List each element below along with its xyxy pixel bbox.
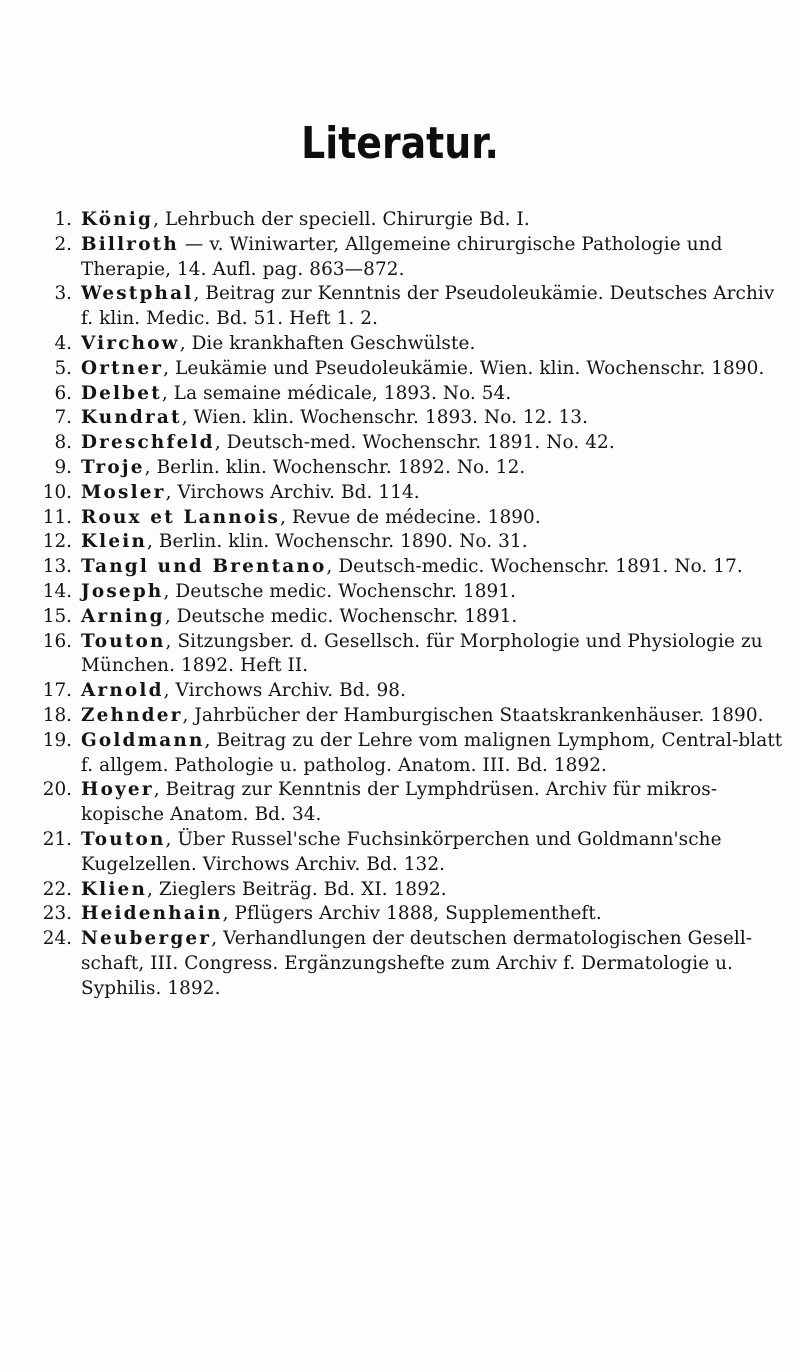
reference-author: König xyxy=(81,209,154,230)
reference-author: Zehnder xyxy=(81,704,183,726)
reference-text: , Leukämie und Pseudoleukämie. Wien. klin. Wochenschr. 1890. xyxy=(163,357,765,379)
reference-item xyxy=(38,481,783,506)
reference-text: , Virchows Archiv. Bd. 114. xyxy=(165,481,420,503)
reference-author: Virchow xyxy=(81,332,180,354)
reference-number: 6. xyxy=(54,382,72,404)
reference-item xyxy=(38,902,783,927)
reference-text: , Revue de médecine. 1890. xyxy=(280,506,541,528)
reference-number: 4. xyxy=(54,332,72,354)
reference-item xyxy=(38,828,783,878)
reference-text: , Lehrbuch der speciell. Chirurgie Bd. I. xyxy=(153,209,530,230)
reference-text: , Sitzungsber. d. Gesellsch. für Morphologie und Physiologie zu München. 1892. Heft II. xyxy=(81,630,763,677)
reference-text: , Beitrag zur Kenntnis der Pseudoleukämie. Deutsches Archiv f. klin. Medic. Bd. 51. Heft 1. 2. xyxy=(81,283,775,330)
reference-text: , Zieglers Beiträg. Bd. XI. 1892. xyxy=(147,878,447,900)
page-title: Literatur. xyxy=(301,118,499,169)
reference-item xyxy=(38,580,783,605)
reference-number: 23. xyxy=(42,903,72,925)
reference-item xyxy=(38,456,783,481)
reference-author: Ortner xyxy=(81,357,164,379)
reference-item xyxy=(38,704,783,729)
reference-author: Heidenhain xyxy=(81,903,223,925)
reference-item xyxy=(38,382,783,407)
reference-item xyxy=(38,406,783,431)
reference-item xyxy=(38,927,783,1001)
reference-item xyxy=(38,431,783,456)
reference-text: , Deutsch-medic. Wochenschr. 1891. No. 17. xyxy=(326,556,743,578)
reference-item xyxy=(38,630,783,680)
reference-number: 5. xyxy=(54,357,72,379)
reference-item xyxy=(38,506,783,531)
reference-text: , Verhandlungen der deutschen dermatologischen Gesell-schaft, III. Congress. Ergänzungshefte zum Archiv f. Dermatologie u. Syphilis. 1892. xyxy=(81,928,753,999)
reference-number: 1. xyxy=(54,209,72,230)
reference-text: , Über Russel'sche Fuchsinkörperchen und Goldmann'sche Kugelzellen. Virchows Archiv. Bd. 132. xyxy=(81,828,722,875)
reference-author: Dreschfeld xyxy=(81,432,215,454)
reference-author: Arnold xyxy=(81,680,164,702)
reference-number: 24. xyxy=(42,928,72,950)
reference-text: , Wien. klin. Wochenschr. 1893. No. 12. 13. xyxy=(181,407,589,429)
reference-author: Mosler xyxy=(81,481,166,503)
reference-text: , Berlin. klin. Wochenschr. 1890. No. 31. xyxy=(147,531,528,553)
reference-text: , Berlin. klin. Wochenschr. 1892. No. 12. xyxy=(144,456,526,478)
reference-author: Goldmann xyxy=(81,729,205,751)
reference-number: 7. xyxy=(54,407,72,429)
reference-number: 14. xyxy=(42,580,72,602)
reference-number: 8. xyxy=(54,432,72,454)
reference-number: 18. xyxy=(42,704,72,726)
reference-item xyxy=(38,555,783,580)
reference-item xyxy=(38,208,783,233)
reference-item xyxy=(38,530,783,555)
reference-text: , Virchows Archiv. Bd. 98. xyxy=(163,680,407,702)
reference-author: Billroth xyxy=(81,233,179,255)
reference-number: 21. xyxy=(42,828,72,850)
reference-number: 19. xyxy=(42,729,72,751)
reference-author: Touton xyxy=(81,828,166,850)
reference-text: , Deutsch-med. Wochenschr. 1891. No. 42. xyxy=(214,432,615,454)
reference-text: — v. Winiwarter, Allgemeine chirurgische Pathologie und Therapie, 14. Aufl. pag. 863—872. xyxy=(81,233,723,280)
reference-number: 15. xyxy=(42,605,72,627)
reference-item xyxy=(38,605,783,630)
reference-number: 12. xyxy=(42,531,72,553)
reference-number: 11. xyxy=(42,506,72,528)
reference-text: , Pflügers Archiv 1888, Supplementheft. xyxy=(222,903,602,925)
reference-item xyxy=(38,679,783,704)
reference-item xyxy=(38,233,783,283)
reference-text: , Die krankhaften Geschwülste. xyxy=(179,332,476,354)
reference-list xyxy=(38,208,783,1002)
reference-item xyxy=(38,778,783,828)
reference-item xyxy=(38,332,783,357)
reference-author: Delbet xyxy=(81,382,162,404)
reference-number: 20. xyxy=(42,779,72,801)
reference-author: Klein xyxy=(81,531,148,553)
reference-item xyxy=(38,282,783,332)
reference-number: 17. xyxy=(42,680,72,702)
reference-number: 9. xyxy=(54,456,72,478)
reference-text: , Beitrag zu der Lehre vom malignen Lymphom, Central-blatt f. allgem. Pathologie u. patholog. Anatom. III. Bd. 1892. xyxy=(81,729,783,776)
reference-author: Klien xyxy=(81,878,148,900)
reference-author: Tangl und Brentano xyxy=(81,556,327,578)
reference-number: 3. xyxy=(54,283,72,305)
reference-author: Roux et Lannois xyxy=(81,506,281,528)
reference-number: 2. xyxy=(54,233,72,255)
reference-author: Arning xyxy=(81,605,165,627)
reference-author: Kundrat xyxy=(81,407,182,429)
reference-author: Joseph xyxy=(81,580,164,602)
reference-number: 13. xyxy=(42,556,72,578)
reference-number: 22. xyxy=(42,878,72,900)
reference-text: , Jahrbücher der Hamburgischen Staatskrankenhäuser. 1890. xyxy=(182,704,764,726)
reference-author: Hoyer xyxy=(81,779,154,801)
reference-item xyxy=(38,878,783,903)
reference-author: Westphal xyxy=(81,283,194,305)
reference-number: 16. xyxy=(42,630,72,652)
reference-number: 10. xyxy=(42,481,72,503)
reference-author: Neuberger xyxy=(81,928,212,950)
reference-text: , Beitrag zur Kenntnis der Lymphdrüsen. Archiv für mikros-kopische Anatom. Bd. 34. xyxy=(81,779,718,826)
reference-author: Touton xyxy=(81,630,166,652)
reference-text: , La semaine médicale, 1893. No. 54. xyxy=(161,382,512,404)
reference-item xyxy=(38,357,783,382)
reference-item xyxy=(38,729,783,779)
reference-text: , Deutsche medic. Wochenschr. 1891. xyxy=(163,580,517,602)
reference-author: Troje xyxy=(81,456,145,478)
reference-text: , Deutsche medic. Wochenschr. 1891. xyxy=(164,605,518,627)
